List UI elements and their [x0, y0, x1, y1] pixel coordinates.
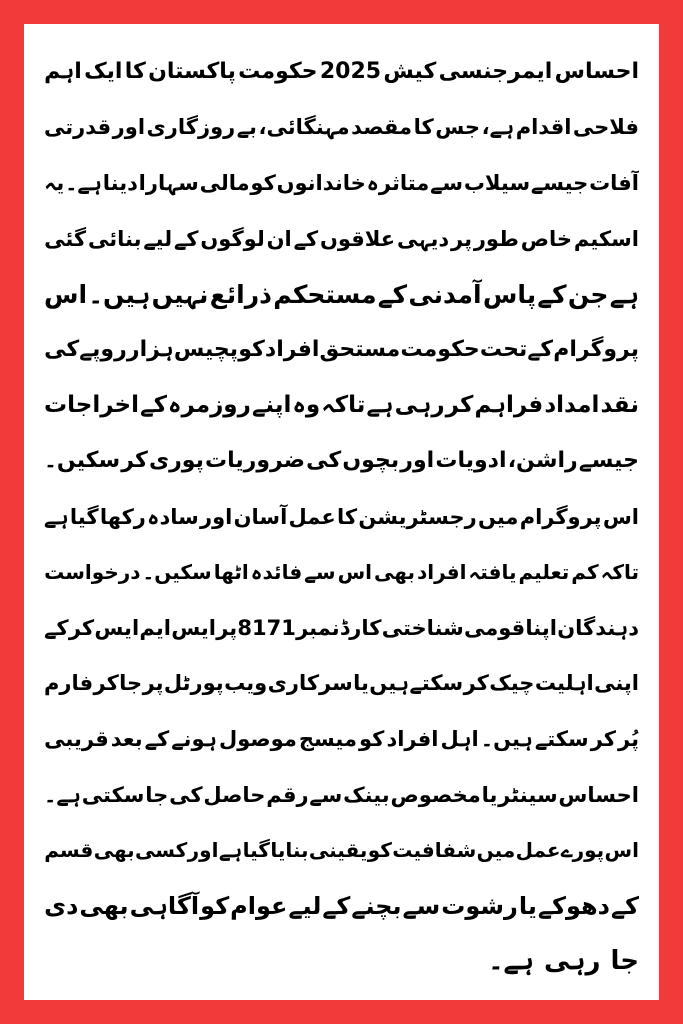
word: کر [121, 448, 148, 474]
word: کے [44, 615, 69, 640]
word: گیا [242, 838, 270, 863]
word: شفافیت [392, 838, 477, 863]
word: مہنگائی، [258, 115, 350, 140]
word: دھوکے [537, 891, 610, 920]
word: احساس [558, 782, 639, 807]
text-line [44, 433, 639, 489]
word: ایمرجنسی [438, 59, 553, 85]
word: دیہی [396, 226, 450, 251]
word: راشن، [507, 448, 578, 474]
word: کا [336, 504, 358, 529]
word: سیلاب [463, 170, 531, 195]
text-line [44, 489, 639, 545]
text-line [44, 155, 639, 211]
word: قسم [44, 838, 94, 863]
word: ہے [609, 279, 639, 309]
word: ایم [139, 615, 171, 640]
word: ہے، [481, 115, 515, 140]
word: کسی [135, 838, 188, 863]
word: یافتہ [468, 560, 517, 585]
word: سکیں۔ [142, 560, 212, 585]
word: فراہم [474, 392, 544, 419]
article-text [44, 44, 639, 980]
word: دہندگان [557, 615, 639, 640]
word: کا [413, 115, 434, 140]
word: اسکیم [573, 226, 639, 251]
text-line [44, 211, 639, 267]
word: جا [119, 671, 143, 696]
word: یا [481, 782, 498, 807]
word: ہیں۔ [88, 279, 151, 309]
word: کر [463, 671, 489, 696]
word: کے [527, 337, 554, 363]
word: اخراجات [44, 392, 139, 419]
word: کے [377, 279, 408, 309]
word: فلاحی [572, 115, 639, 140]
word: سے [402, 891, 441, 920]
word: کے [322, 891, 351, 920]
word: طور [473, 226, 519, 251]
word: ایس [94, 615, 140, 640]
word: خاص [520, 226, 573, 251]
word: پروگرام [519, 504, 602, 529]
word: پروگرام [553, 337, 639, 363]
word: کی [169, 782, 203, 807]
word: نہیں [151, 279, 209, 309]
word: بنایا [270, 838, 309, 863]
word: حکومت [238, 59, 318, 85]
word: پورے [560, 838, 605, 863]
word: ہیں۔ [480, 726, 533, 751]
word: کے [293, 226, 319, 251]
word: رجسٹریشن [358, 504, 477, 529]
word: بینک [343, 782, 390, 807]
word: کے [610, 891, 639, 920]
word: دی [44, 891, 79, 920]
word: کر [93, 671, 119, 696]
word: سکتے [534, 726, 589, 751]
word: مستحکم [273, 279, 377, 309]
word: اہل [440, 726, 479, 751]
text-line [44, 656, 639, 712]
word: عمل [515, 838, 561, 863]
word: اور [187, 838, 219, 863]
word: موصول [218, 726, 297, 751]
text-line [44, 878, 639, 934]
word: مستحق [319, 337, 401, 363]
text-line [44, 822, 639, 878]
word: علاقوں [319, 226, 396, 251]
word: چیک [489, 671, 535, 696]
word: ویب [224, 671, 268, 696]
word: پچیس [173, 337, 239, 363]
word: روپے [79, 337, 127, 363]
word: ذرائع [209, 279, 272, 309]
word: اقدام [515, 115, 572, 140]
word: فارم [44, 671, 94, 696]
word: ہے۔ [44, 782, 81, 807]
word: کی [306, 448, 342, 474]
text-line [44, 378, 639, 434]
word: سے [430, 170, 464, 195]
word: حکومت [400, 337, 480, 363]
word: جیسے [530, 170, 589, 195]
word: یا [518, 891, 537, 920]
word: کم [571, 560, 599, 585]
word: وہ [292, 392, 321, 419]
word: ضروریات [205, 448, 305, 474]
word: کر [68, 615, 95, 640]
word: 2025 [319, 59, 382, 85]
text-line [44, 544, 639, 600]
word: ہے [44, 504, 69, 529]
word: رکھا [99, 504, 146, 529]
word: نقد [600, 392, 639, 419]
word: سہارا [138, 170, 199, 195]
word: تحت [479, 337, 528, 363]
word: سرکاری [267, 671, 353, 696]
word: اٹھا [213, 560, 249, 585]
word: سے [309, 782, 343, 807]
word: کیش [383, 59, 437, 85]
text-line [44, 44, 639, 100]
word: اپنے [251, 392, 292, 419]
word: گئی [44, 226, 87, 251]
word: اپنا [525, 615, 557, 640]
word: یا [353, 671, 369, 696]
word: کارڈ [339, 615, 382, 640]
word: ہیں [369, 671, 410, 696]
word: مالی [199, 170, 250, 195]
word: اس [337, 560, 373, 585]
word: سکتے [409, 671, 464, 696]
word: کے [140, 392, 167, 419]
word: میسج [298, 726, 357, 751]
word: جا [145, 782, 169, 807]
word: افراد [386, 726, 439, 751]
word: یہ [44, 170, 65, 195]
word: بنائی [88, 226, 142, 251]
text-line [44, 322, 639, 378]
word: اپنی [594, 671, 639, 696]
word: سادہ [147, 504, 199, 529]
word: سینٹر [498, 782, 558, 807]
word: کے [537, 279, 567, 309]
word: رہی [543, 946, 601, 977]
word: عوام [230, 891, 288, 920]
word: بچنے [351, 891, 402, 920]
word: گیا [69, 504, 99, 529]
word: پاکستان [148, 59, 236, 85]
word: قدرتی [44, 115, 112, 140]
word: جا [610, 946, 639, 977]
word: روزمرہ [168, 392, 251, 419]
word: افراد [416, 560, 467, 585]
word: تاکہ [321, 392, 366, 419]
word: کے [144, 726, 170, 751]
word: کو [238, 337, 265, 363]
text-line [44, 711, 639, 767]
word: پر [216, 615, 238, 640]
word: اس [602, 504, 639, 529]
word: پر [451, 226, 472, 251]
word: قومی [464, 615, 526, 640]
word: قریبی [44, 726, 109, 751]
word: پاس [482, 279, 537, 309]
word: بھی [374, 560, 415, 585]
word: اہم [44, 59, 82, 85]
word: بھی [93, 838, 135, 863]
word: کا [124, 59, 146, 85]
text-line [44, 600, 639, 656]
word: 8171 [237, 615, 296, 640]
word: رشوت [441, 891, 518, 920]
word: نمبر [296, 615, 340, 640]
word: افراد [264, 337, 320, 363]
word: ہونے [171, 726, 217, 751]
word: یقینی [308, 838, 368, 863]
word: جن [567, 279, 609, 309]
word: پوری [148, 448, 204, 474]
word: بعد [110, 726, 143, 751]
word: میں [477, 504, 519, 529]
word: اور [112, 115, 146, 140]
word: اہلیت [534, 671, 594, 696]
text-line [44, 100, 639, 156]
word: آمدنی [408, 279, 482, 309]
word: رقم [266, 782, 309, 807]
word: ہے۔ [65, 170, 102, 195]
word: لیے [288, 891, 322, 920]
word: ہزار [126, 337, 174, 363]
word: اس [604, 838, 639, 863]
word: اور [200, 504, 233, 529]
text-line [44, 934, 639, 990]
word: حاصل [203, 782, 266, 807]
word: جیسے [578, 448, 639, 474]
word: کو [200, 891, 230, 920]
word: آگاہی [129, 891, 200, 920]
word: کو [359, 726, 385, 751]
word: کی [44, 337, 80, 363]
word: تاکہ [600, 560, 639, 585]
word: بچوں [342, 448, 400, 474]
word: خاندانوں [276, 170, 366, 195]
word: روزگاری [146, 115, 236, 140]
word: مقصد [351, 115, 413, 140]
word: متاثرہ [366, 170, 430, 195]
word: ادویات [435, 448, 507, 474]
word: تعلیم [518, 560, 570, 585]
word: آفات [589, 170, 639, 195]
word: رہی [394, 392, 445, 419]
word: ایک [84, 59, 123, 85]
word: بھی [79, 891, 129, 920]
word: لوگوں [200, 226, 265, 251]
word: عمل [288, 504, 336, 529]
word: فائدہ [250, 560, 303, 585]
word: لیے [143, 226, 173, 251]
word: شناختی [381, 615, 464, 640]
word: کر [445, 392, 474, 419]
word: کو [367, 838, 392, 863]
text-line [44, 266, 639, 322]
word: احساس [554, 59, 639, 85]
word: اس [44, 279, 88, 309]
word: کر [590, 726, 616, 751]
word: سکتی [81, 782, 145, 807]
word: آسان [233, 504, 288, 529]
text-line [44, 767, 639, 823]
word: ایس [171, 615, 216, 640]
word: ہے۔ [488, 946, 534, 977]
word: مخصوص [390, 782, 481, 807]
word: ان [266, 226, 292, 251]
word: پر [142, 671, 164, 696]
word: کو [250, 170, 276, 195]
word: دینا [102, 170, 138, 195]
word: پُر [618, 726, 639, 751]
word: سکیں۔ [44, 448, 121, 474]
word: سے [304, 560, 336, 585]
word: اور [400, 448, 435, 474]
word: ہے [366, 392, 394, 419]
word: میں [476, 838, 516, 863]
word: درخواست [44, 560, 141, 585]
word: ہے [218, 838, 243, 863]
word: پورٹل [163, 671, 224, 696]
word: جس [435, 115, 481, 140]
word: امداد [544, 392, 600, 419]
word: بے [236, 115, 257, 140]
word: کے [173, 226, 199, 251]
